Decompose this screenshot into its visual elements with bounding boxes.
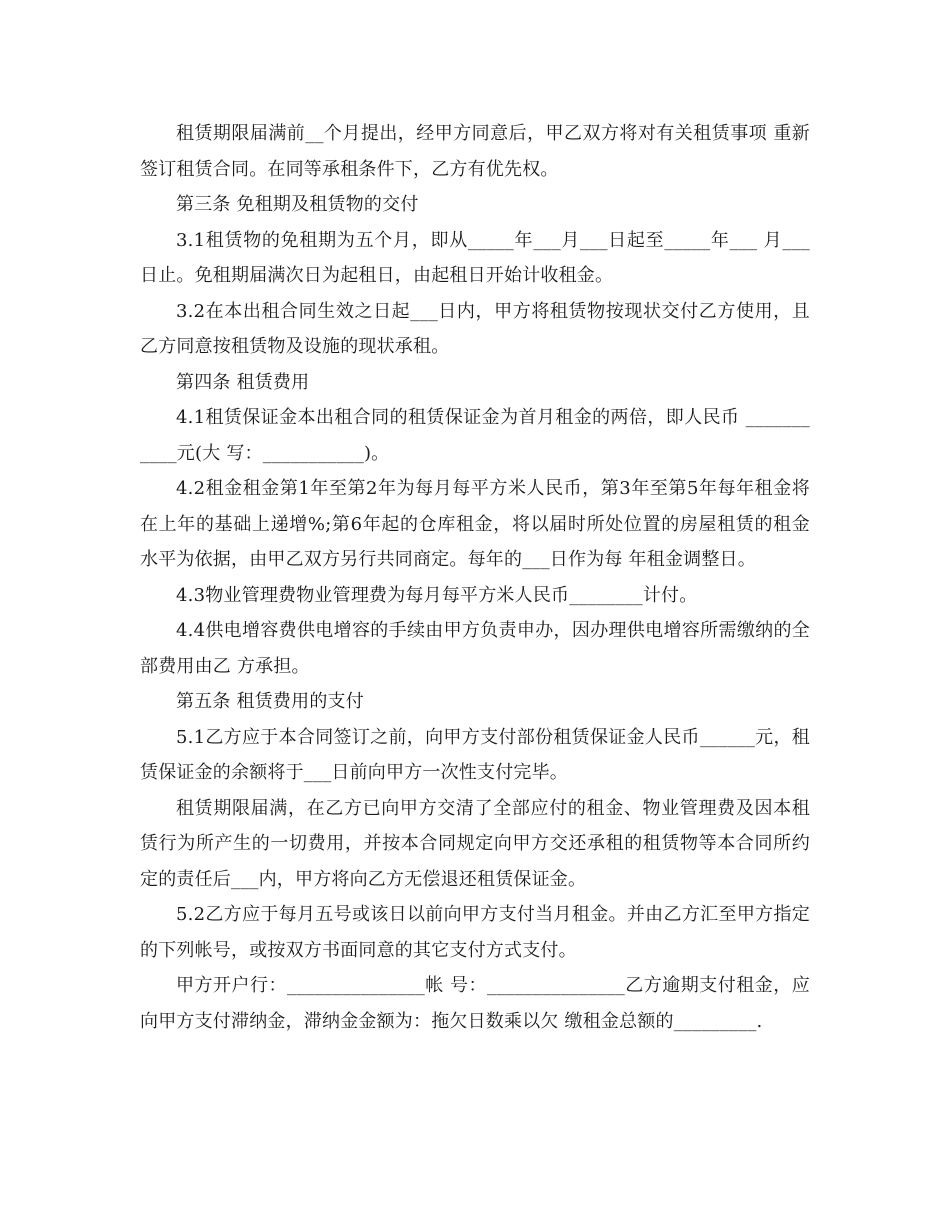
paragraph-renewal: 租赁期限届满前__个月提出，经甲方同意后，甲乙双方将对有关租赁事项 重新签订租赁合同。在同等承租条件下，乙方有优先权。 xyxy=(140,123,810,180)
paragraph-4-1: 4.1租赁保证金本出租合同的租赁保证金为首月租金的两倍，即人民币 ___________元(大 写：___________)。 xyxy=(140,407,810,464)
paragraph-3-1: 3.1租赁物的免租期为五个月，即从_____年___月___日起至_____年___ 月___日止。免租期届满次日为起租日，由起租日开始计收租金。 xyxy=(140,229,810,286)
paragraph-4-3: 4.3物业管理费物业管理费为每月每平方米人民币________计付。 xyxy=(176,584,698,606)
document-page xyxy=(140,116,810,1039)
section-heading-article-5: 第五条 租赁费用的支付 xyxy=(176,691,364,712)
paragraph-deposit-refund: 租赁期限届满，在乙方已向甲方交清了全部应付的租金、物业管理费及因本租赁行为所产生的一切费用，并按本合同规定向甲方交还承租的租赁物等本合同所约定的责任后___内，甲方将向乙方无偿退还租赁保证金。 xyxy=(140,797,810,890)
paragraph-4-2: 4.2租金租金第1年至第2年为每月每平方米人民币，第3年至第5年每年租金将在上年的基础上递增%;第6年起的仓库租金，将以届时所处位置的房屋租赁的租金水平为依据，由甲乙双方另行共同商定。每年的___日作为每 年租金调整日。 xyxy=(140,478,810,570)
paragraph-3-2: 3.2在本出租合同生效之日起___日内，甲方将租赁物按现状交付乙方使用，且乙方同意按租赁物及设施的现状承租。 xyxy=(140,300,810,357)
paragraph-5-1: 5.1乙方应于本合同签订之前，向甲方支付部份租赁保证金人民币______元，租赁保证金的余额将于___日前向甲方一次性支付完毕。 xyxy=(140,726,810,783)
section-heading-article-3: 第三条 免租期及租赁物的交付 xyxy=(176,194,419,215)
section-heading-article-4: 第四条 租赁费用 xyxy=(176,371,310,393)
paragraph-bank-account: 甲方开户行：_______________帐 号：_______________乙方逾期支付租金，应向甲方支付滞纳金，滞纳金金额为：拖欠日数乘以欠 缴租金总额的_________. xyxy=(140,975,810,1032)
paragraph-4-4: 4.4供电增容费供电增容的手续由甲方负责申办，因办理供电增容所需缴纳的全部费用由乙 方承担。 xyxy=(140,620,810,677)
paragraph-5-2: 5.2乙方应于每月五号或该日以前向甲方支付当月租金。并由乙方汇至甲方指定的下列帐号，或按双方书面同意的其它支付方式支付。 xyxy=(140,904,810,961)
